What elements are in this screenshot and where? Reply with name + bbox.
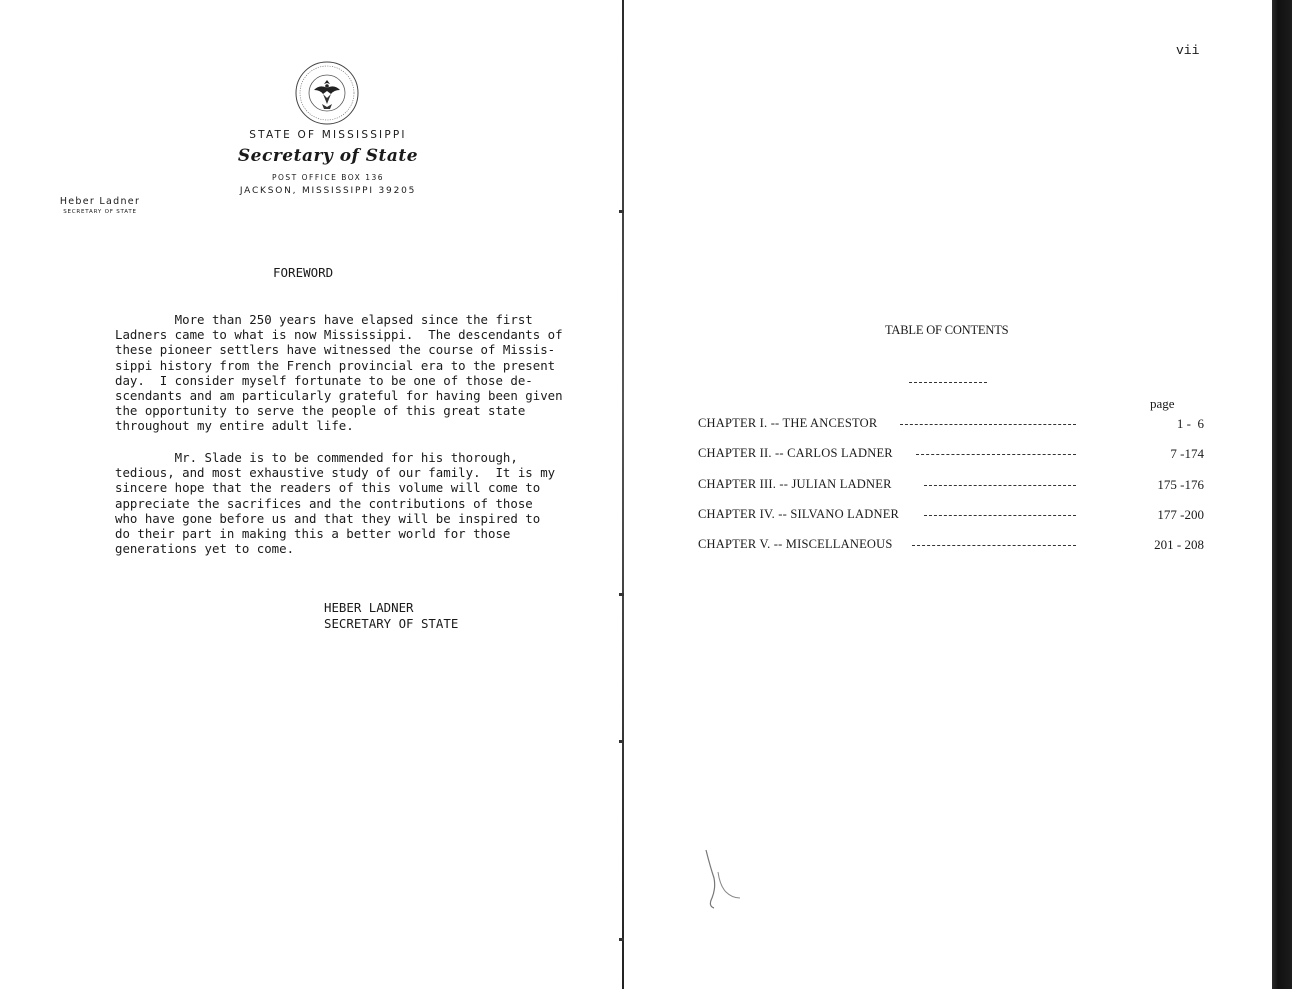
toc-page-range: 175 -176 [1157,477,1204,492]
scan-edge-shadow [1272,0,1292,989]
toc-chapter-title: CHAPTER I. -- THE ANCESTOR [698,416,878,430]
letterhead-official-name: Heber Ladner [59,196,141,207]
letterhead-city: JACKSON, MISSISSIPPI 39205 [239,186,417,196]
signature-name: HEBER LADNER [324,600,414,615]
letterhead-official-title: SECRETARY OF STATE [63,209,137,215]
foreword-paragraph: Mr. Slade is to be commended for his thorough, tedious, and most exhaustive study of our family. It is my sincere hope that the readers of this volume will come to appreciate the sacrifices and the contributions of those who have gone before us and that they will be inspired to do their part in making this a better world for those generations yet to come. [115,450,556,557]
toc-entry [698,507,1208,525]
toc-chapter-title: CHAPTER III. -- JULIAN LADNER [698,477,892,491]
pen-mark-icon [700,848,750,912]
page-number: vii [1176,43,1200,58]
signature-title: SECRETARY OF STATE [324,616,459,631]
toc-page-range: 177 -200 [1157,507,1204,522]
toc-page-range: 1 - 6 [1176,416,1204,431]
toc-leader-dashes [924,515,1076,516]
toc-divider [909,382,987,383]
toc-page-range: 201 - 208 [1154,537,1204,552]
letterhead-state: STATE OF MISSISSIPPI [249,129,407,141]
toc-leader-dashes [900,424,1076,425]
foreword-paragraph: More than 250 years have elapsed since the first Ladners came to what is now Mississippi. The descendants of these pioneer settlers have witnessed the course of Missis- sippi history from the French provincial era to the present day. I consider myself fortunate to be one of those de- scendants and am particularly grateful for having been given the opportunity to serve the people of this great state throughout my entire adult life. [115,312,563,434]
toc-chapter-title: CHAPTER IV. -- SILVANO LADNER [698,507,900,521]
letterhead-office: Secretary of State [237,146,419,166]
toc-leader-dashes [916,454,1076,455]
toc-chapter-title: CHAPTER II. -- CARLOS LADNER [698,446,893,460]
toc-page-column-label: page [1150,396,1175,411]
toc-entry [698,537,1208,555]
toc-entry [698,446,1208,464]
state-seal-icon [294,60,360,126]
left-page-foreword [0,0,622,989]
toc-chapter-title: CHAPTER V. -- MISCELLANEOUS [698,537,893,551]
toc-entry [698,477,1208,495]
toc-entry [698,416,1208,434]
toc-leader-dashes [912,545,1076,546]
foreword-heading: FOREWORD [273,265,334,280]
toc-leader-dashes [924,485,1076,486]
toc-title: TABLE OF CONTENTS [885,323,1009,337]
toc-page-range: 7 -174 [1170,446,1204,461]
letterhead-po-box: POST OFFICE BOX 136 [271,173,385,182]
